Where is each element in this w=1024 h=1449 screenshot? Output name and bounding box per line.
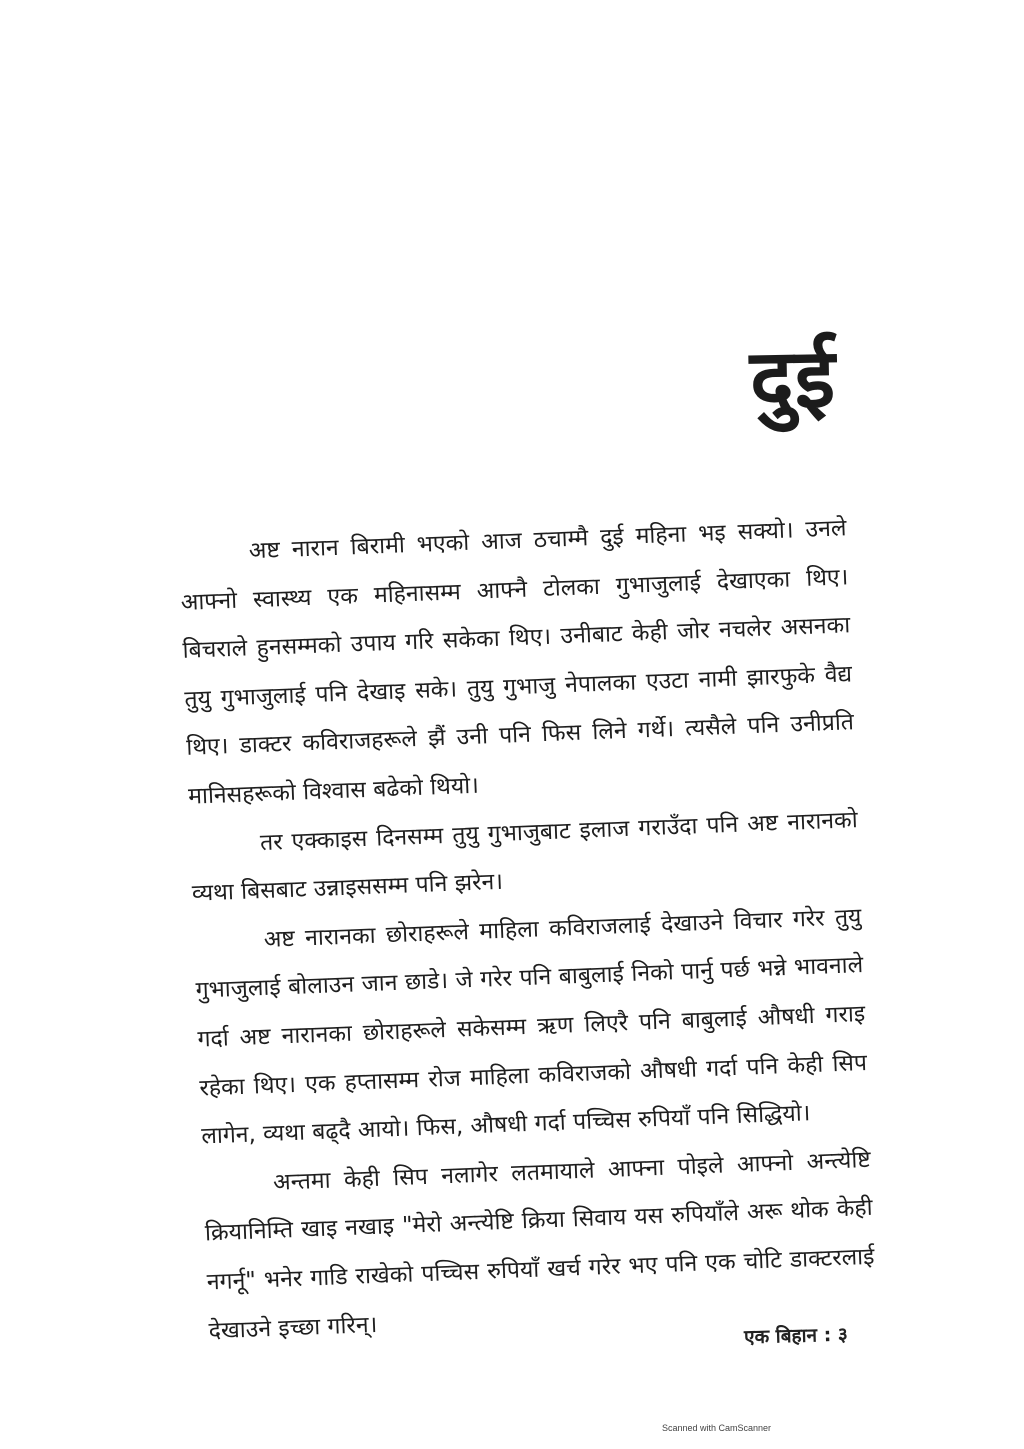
paragraph-3: अष्ट नारानका छोराहरूले माहिला कविराजलाई देखाउने विचार गरेर तुयु गुभाजुलाई बोलाउन जान छाडे। जे गरेर पनि बाबुलाई निको पार्नु पर्छ भन्ने भावनाले गर्दा अष्ट नारानका छोराहरूले सकेसम्म ऋण लिएरै पनि बाबुलाई औषधी गराइ रहेका थिए। एक हप्तासम्म रोज माहिला कविराजको औषधी गर्दा पनि केही सिप लागेन, व्यथा बढ्दै आयो। फिस, औषधी गर्दा पच्चिस रुपियाँ पनि सिद्धियो। <box>195 903 868 1150</box>
running-footer: एक बिहान : ३ <box>744 1323 849 1349</box>
body-text <box>178 504 877 1355</box>
scanner-watermark: Scanned with CamScanner <box>662 1423 772 1433</box>
paragraph-2: तर एक्काइस दिनसम्म तुयु गुभाजुबाट इलाज गराउँदा पनि अष्ट नारानको व्यथा बिसबाट उन्नाइससम्म पनि झरेन। <box>191 806 859 907</box>
chapter-title: दुई <box>749 331 837 428</box>
paragraph-1: अष्ट नारान बिरामी भएको आज ठचाम्मै दुई महिना भइ सक्यो। उनले आफ्नो स्वास्थ्य एक महिनासम्म आफ्नै टोलका गुभाजुलाई देखाएका थिए। बिचराले हुनसम्मको उपाय गरि सकेका थिए। उनीबाट केही जोर नचलेर असनका तुयु गुभाजुलाई पनि देखाइ सके। तुयु गुभाजु नेपालका एउटा नामी झारफुके वैद्य थिए। डाक्टर कविराजहरूले झैं उनी पनि फिस लिने गर्थे। त्यसैले पनि उनीप्रति मानिसहरूको विश्वास बढेको थियो। <box>180 515 855 810</box>
paragraph-4: अन्तमा केही सिप नलागेर लतमायाले आफ्ना पोइले आफ्नो अन्त्येष्टि क्रियानिम्ति खाइ नखाइ "मेरो अन्त्येष्टि क्रिया सिवाय यस रुपियाँले अरू थोक केही नगर्नू" भनेर गाडि राखेको पच्चिस रुपियाँ खर्च गरेर भए पनि एक चोटि डाक्टरलाई देखाउने इच्छा गरिन्। <box>204 1146 875 1344</box>
